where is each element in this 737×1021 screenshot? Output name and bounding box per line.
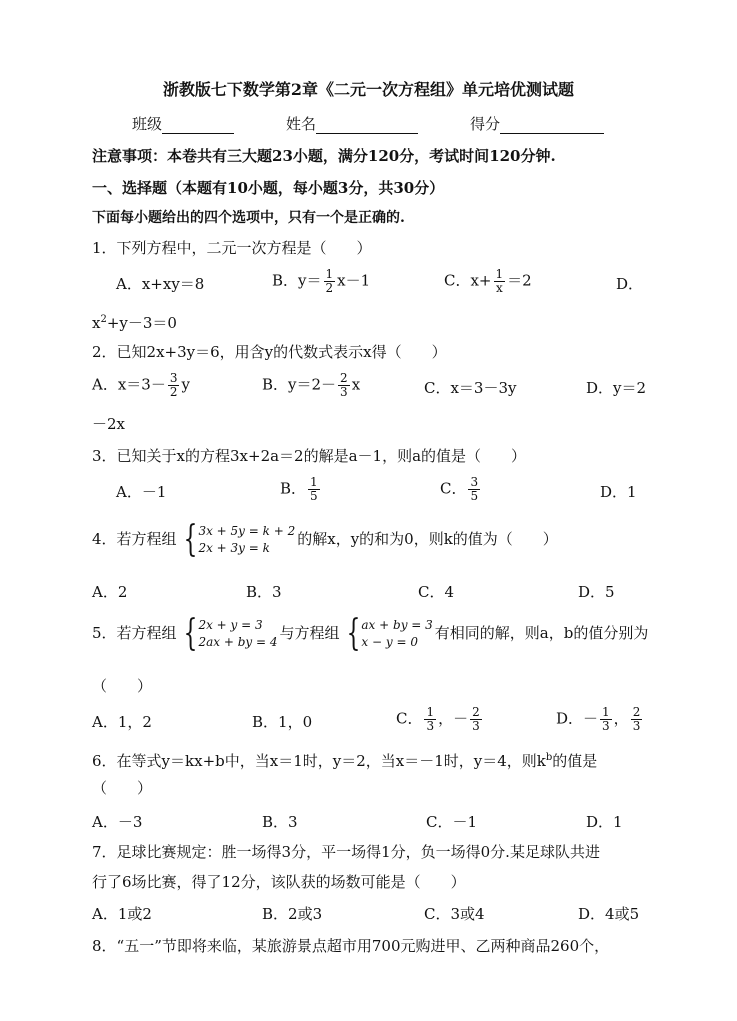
q1-b-fraction: $\frac{1}{2}$ — [325, 267, 334, 295]
q2-b-fraction: $\frac{2}{3}$ — [340, 371, 348, 399]
q1-option-a: A．x+xy＝8 — [116, 275, 205, 293]
section-heading: 一、选择题（本题有10小题，每小题3分，共30分） — [92, 179, 445, 197]
q8-stem-line-1: 8．“五一”节即将来临，某旅游景点超市用700元购进甲、乙两种商品260个， — [92, 937, 610, 955]
q6-option-b: B．3 — [262, 813, 298, 831]
q5-sys1-eq1: 2x + y = 3 — [198, 618, 263, 632]
q5-sys2-eq1: ax + by = 3 — [361, 618, 433, 632]
class-blank[interactable] — [162, 117, 234, 134]
name-label: 姓名 — [286, 115, 317, 133]
q5-sys2-eq2: x − y = 0 — [361, 635, 418, 649]
q4-option-c: C．4 — [418, 583, 455, 601]
q3-stem: 3．已知关于x的方程3x+2a＝2的解是a－1，则a的值是（ ） — [92, 447, 527, 465]
q4-option-a: A．2 — [92, 583, 128, 601]
q6-option-d: D．1 — [586, 813, 623, 831]
q5-sys1-eq2: 2ax + by = 4 — [198, 635, 278, 649]
q5-option-a: A．1，2 — [92, 713, 152, 731]
q7-option-b: B．2或3 — [262, 905, 323, 923]
q1-stem: 1．下列方程中，二元一次方程是（ ） — [92, 239, 372, 257]
q5-stem: 5．若方程组 { 2x + y = 3 2ax + by = 4 与方程组 { ax + by = 3 x − y = 0 有相同的解，则a，b的值分别为 — [92, 613, 649, 654]
q7-option-c: C．3或4 — [424, 905, 485, 923]
score-label: 得分 — [470, 115, 501, 133]
q7-stem-line-1: 7．足球比赛规定：胜一场得3分，平一场得1分，负一场得0分.某足球队共进 — [92, 843, 600, 861]
q6-option-c: C．－1 — [426, 813, 478, 831]
q1-c-fraction: $\frac{1}{x}$ — [495, 267, 504, 295]
q3-option-a: A．－1 — [116, 483, 167, 501]
q1-option-d-continued: $x^2+y-3=0$ — [92, 314, 177, 332]
q5-paren: （ ） — [92, 677, 153, 695]
q5-option-c: C． $\frac{1}{3}$ ，－ $\frac{2}{3}$ — [396, 705, 480, 733]
q1-option-c: C．x+ $\frac{1}{x}$ ＝2 — [444, 267, 532, 295]
q2-option-a: A．x＝3－ $\frac{3}{2}$ y — [92, 371, 190, 399]
q3-option-b: B． $\frac{1}{5}$ — [280, 475, 318, 503]
section-instruction: 下面每小题给出的四个选项中，只有一个是正确的. — [92, 210, 405, 226]
q5-d-fraction-1: $\frac{1}{3}$ — [602, 705, 610, 733]
q4-eq1: 3x + 5y = k + 2 — [198, 524, 296, 538]
class-field — [132, 114, 234, 134]
q4-eq2: 2x + 3y = k — [198, 541, 270, 555]
q1-option-d: D． — [616, 275, 644, 293]
q2-option-b: B．y＝2－ $\frac{2}{3}$ x — [262, 371, 361, 399]
q3-option-c: C． $\frac{3}{5}$ — [440, 475, 479, 503]
q3-option-d: D．1 — [600, 483, 637, 501]
score-blank[interactable] — [500, 117, 604, 134]
q1-option-b: B．y＝ $\frac{1}{2}$ x－1 — [272, 267, 371, 295]
q2-option-d-continued: －2x — [92, 415, 126, 433]
q2-a-fraction: $\frac{3}{2}$ — [169, 371, 178, 399]
q2-option-d: D．y＝2 — [586, 379, 647, 397]
q6-paren: （ ） — [92, 779, 153, 797]
q7-option-d: D．4或5 — [578, 905, 640, 923]
class-label: 班级 — [132, 115, 163, 133]
q5-c-fraction-1: $\frac{1}{3}$ — [426, 705, 435, 733]
q5-c-fraction-2: $\frac{2}{3}$ — [472, 705, 480, 733]
name-blank[interactable] — [316, 117, 418, 134]
notice: 注意事项：本卷共有三大题23小题，满分120分，考试时间120分钟. — [92, 147, 556, 165]
q4-option-d: D．5 — [578, 583, 615, 601]
name-field — [286, 114, 418, 134]
score-field — [470, 114, 604, 134]
q3-c-fraction: $\frac{3}{5}$ — [470, 475, 479, 503]
q4-equation-system: { 3x + 5y = k + 2 2x + 3y = k — [183, 519, 296, 560]
q2-option-c: C．x＝3－3y — [424, 379, 517, 397]
q4-option-b: B．3 — [246, 583, 282, 601]
q5-system-2: { ax + by = 3 x − y = 0 — [346, 613, 433, 654]
q4-stem: 4．若方程组 { 3x + 5y = k + 2 2x + 3y = k 的解x，y的和为0，则k的值为（ ） — [92, 519, 558, 560]
q6-option-a: A．－3 — [92, 813, 143, 831]
q5-option-d: D．－ $\frac{1}{3}$ ， $\frac{2}{3}$ — [556, 705, 641, 733]
q2-stem: 2．已知2x+3y＝6，用含y的代数式表示x得（ ） — [92, 343, 447, 361]
q7-stem-line-2: 行了6场比赛，得了12分，该队获的场数可能是（ ） — [92, 873, 466, 891]
q3-b-fraction: $\frac{1}{5}$ — [310, 475, 318, 503]
q7-option-a: A．1或2 — [92, 905, 152, 923]
page-title: 浙教版七下数学第2章《二元一次方程组》单元培优测试题 — [162, 80, 575, 99]
q5-d-fraction-2: $\frac{2}{3}$ — [632, 705, 641, 733]
q5-option-b: B．1，0 — [252, 713, 313, 731]
q6-stem: 6．在等式y＝kx+b中，当x＝1时，y＝2，当x＝－1时，y＝4，则$k^b$的值是 — [92, 752, 598, 770]
q5-system-1: { 2x + y = 3 2ax + by = 4 — [183, 613, 278, 654]
